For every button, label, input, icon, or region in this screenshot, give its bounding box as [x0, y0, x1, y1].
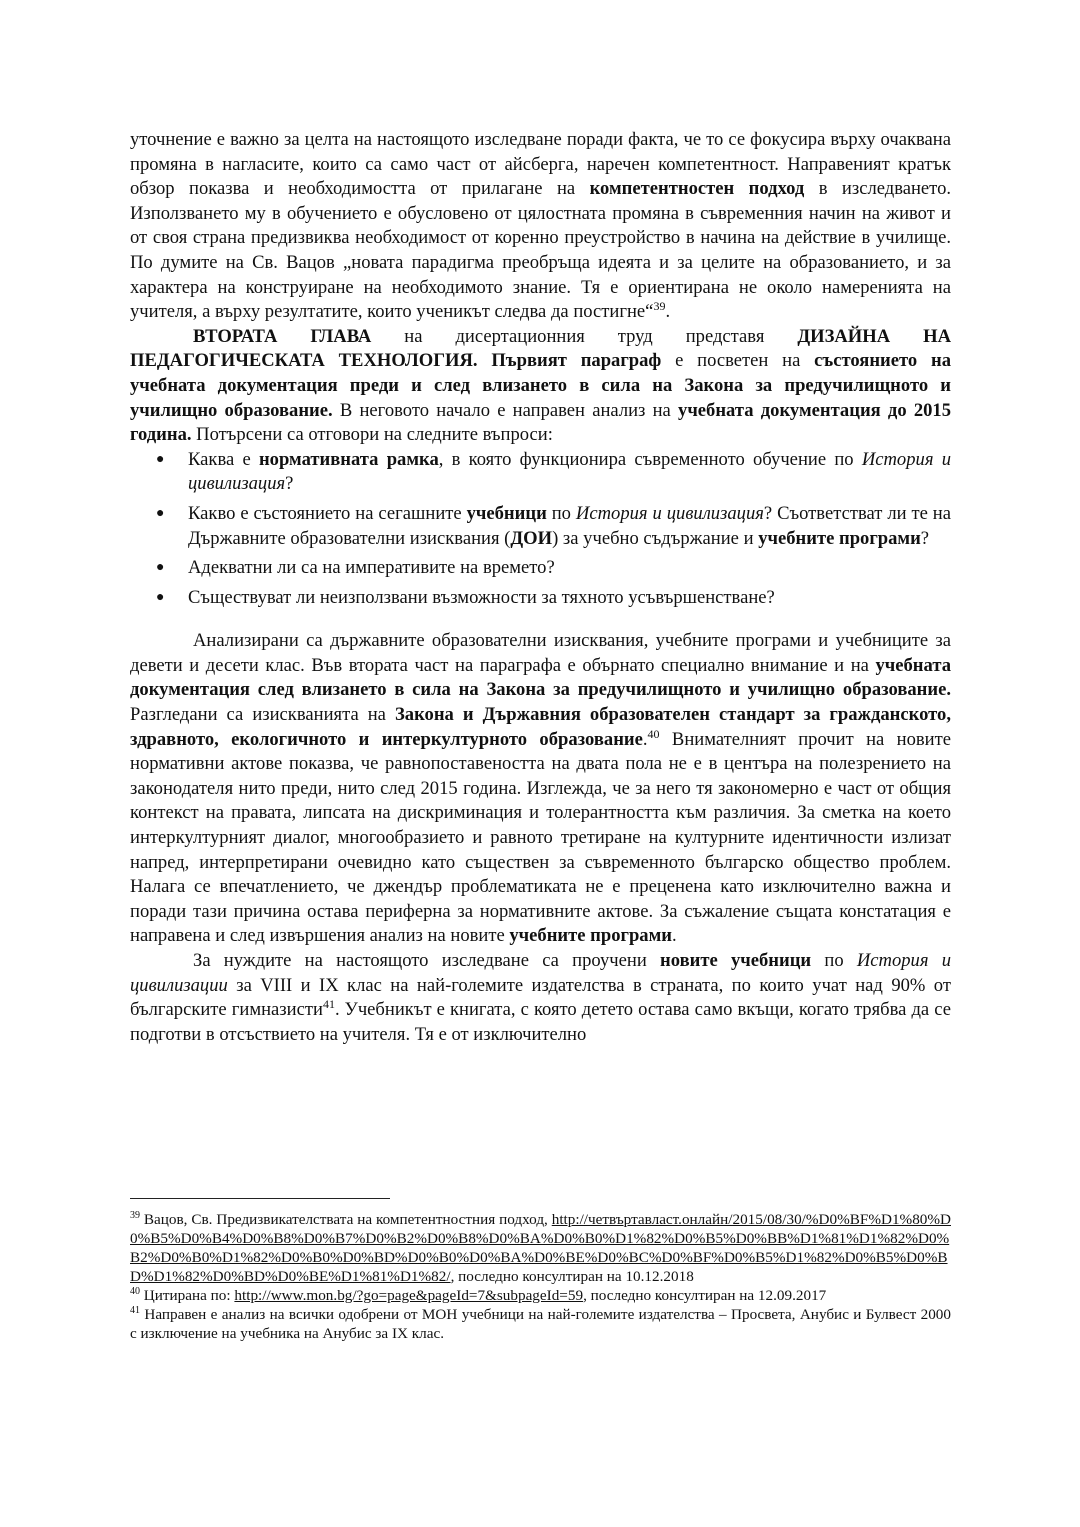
footnote-39 [130, 1210, 951, 1286]
footnote-41 [130, 1305, 951, 1343]
italic-term: История и цивилизация [575, 502, 764, 524]
footnote-ref-39[interactable]: 39 [653, 298, 666, 313]
bold-term: Закона и Държавния образователен стандарт за гражданското, здравното, екологичното и интеркултурното образование [130, 704, 952, 750]
bold-term: компетентностен подход [589, 178, 805, 200]
footnote-text: Цитирана по: [140, 1287, 235, 1304]
text-run: Анализирани са държавните образователни изисквания, учебните програми и учебниците за девети и десети клас. Във втората част на параграфа е обърнато специално внимание и на [130, 630, 951, 676]
list-item [156, 448, 952, 497]
text-run: ? [285, 473, 294, 495]
bold-term: ДИЗАЙНА НА ПЕДАГОГИЧЕСКАТА ТЕХНОЛОГИЯ. Първият параграф [130, 325, 951, 372]
text-run: Съществуват ли неизползвани възможности за тяхното усъвършенстване? [188, 586, 775, 608]
footnote-40 [130, 1286, 951, 1305]
bold-term: състоянието на учебната документация преди и след влизането в сила на Закона за предучилищното и училищно образование. [130, 350, 951, 421]
text-run: уточнение е важно за целта на настоящото изследване поради факта, че то се фокусира върху очаквана промяна в нагласите, които са само част от айсберга, наречен компетентност. Направеният кратък обзор показва и необходимостта от прилагане на [130, 129, 951, 200]
text-run: Разгледани са изискванията на [130, 704, 395, 726]
text-run: по [811, 950, 857, 971]
italic-term: История и цивилизации [130, 950, 952, 996]
bold-term: новите учебници [660, 950, 812, 971]
text-run: Потърсени са отговори на следните въпроси: [191, 424, 553, 446]
text-run: За нуждите на настоящото изследване са проучени [193, 950, 661, 971]
document-body [130, 128, 951, 1047]
paragraph-analysis [130, 629, 951, 949]
paragraph-gap [130, 615, 951, 629]
paragraph-intro [130, 128, 951, 325]
list-item [156, 586, 951, 611]
footnote-text: Вацов, Св. Предизвикателствата на компетентностния подход, [140, 1211, 552, 1228]
bullet-icon: ● [156, 505, 165, 521]
text-run: Какво е състоянието на сегашните [188, 502, 467, 524]
bullet-icon: ● [156, 560, 165, 576]
footnote-text: Направен е анализ на всички одобрени от МОН учебници на най-големите издателства – Просвета, Анубис и Булвест 2000 с изключение на учебника на Анубис за IX клас. [130, 1306, 951, 1342]
list-item [156, 556, 951, 581]
text-run: на дисертационния труд представя [371, 325, 798, 347]
questions-list [130, 448, 951, 611]
text-run: за VIII и IX клас на най-големите издателства в страната, по които учат над 90% от българските гимназисти [130, 974, 951, 1021]
bullet-icon: ● [156, 589, 165, 605]
footnotes [130, 1210, 951, 1343]
text-run: . [642, 728, 648, 750]
text-run: ) за учебно съдържание и [552, 527, 759, 549]
bold-term: учебните програми [509, 925, 672, 947]
paragraph-textbooks [130, 949, 951, 1047]
italic-term: История и цивилизация [188, 448, 952, 495]
footnote-text: , последно консултиран на 10.12.2018 [450, 1268, 694, 1285]
bold-term: учебните програми [758, 527, 921, 549]
text-run: . [665, 301, 671, 323]
footnote-link[interactable]: http://четвъртавласт.онлайн/2015/08/30/%D0%BF%D1%80%D0%B5%D0%B4%D0%B8%D0%B7%D0%B2%D0%B8%D0%BA%D0%B0%D1%82%D0%B5%D0%BB%D1%81%D1%82%D0%B2%D0%B0%D1%82%D0%B0%D0%BD%D0%B0%D0%BA%D0%BE%D0%BC%D0%BF%D0%B5%D1%82%D0%B5%D0%BD%D1%82%D0%BD%D0%BE%D1%81%D1%82/ [130, 1211, 951, 1285]
footnote-text: , последно консултиран на 12.09.2017 [583, 1287, 827, 1304]
text-run: Каква е [188, 448, 259, 470]
bold-term: учебници [466, 502, 547, 524]
text-run: . Учебникът е книгата, с която детето остава само вкъщи, когато трябва да се подготви в отсъствието на учителя. Тя е от изключително [130, 999, 951, 1045]
footnote-link[interactable]: http://www.mon.bg/?go=page&pageId=7&subpageId=59 [234, 1287, 584, 1304]
bold-term: учебната документация след влизането в сила на Закона за предучилищното и училищно образование. [130, 654, 951, 701]
text-run: . [671, 925, 677, 947]
footnote-number: 39 [130, 1209, 140, 1221]
paragraph-chapter-two [130, 325, 951, 448]
text-run: ? [920, 527, 930, 549]
text-run: Внимателният прочит на новите нормативни актове показва, че равнопоставеността на двата пола не е в центъра на полезрението на законодателя нито преди, нито след 2015 година. Изглежда, че за него тя закономерно е част от общия контекст на правата, липсата на дискриминация и толерантността към различия. За сметка на което интеркултурният диалог, многообразието и равното третиране на културните идентичности излизат напред, интерпретирани очевидно като съществен за съвременното българско общество проблем. Налага се впечатлението, че джендър проблематиката не е преценена като изключително важна и поради тази причина остава периферна за нормативните актове. За съжаление същата констатация е направена и след извършения анализ на новите [130, 728, 952, 947]
bold-term: ДОИ [510, 527, 553, 549]
footnote-number: 40 [130, 1285, 140, 1297]
bullet-icon: ● [156, 451, 165, 467]
text-run: ? Съответстват ли те на Държавните образователни изисквания ( [188, 502, 952, 549]
list-item [156, 502, 952, 551]
footnote-ref-41[interactable]: 41 [322, 997, 335, 1011]
bold-term: учебната документация до 2015 година. [130, 399, 952, 446]
bold-term: ВТОРАТА ГЛАВА [193, 325, 372, 347]
bold-term: нормативната рамка [258, 448, 439, 470]
text-run: , в която функционира съвременното обучение по [438, 448, 862, 470]
text-run: е посветен на [661, 350, 815, 372]
footnote-divider [130, 1198, 390, 1199]
footnote-ref-40[interactable]: 40 [647, 726, 660, 741]
footnote-number: 41 [130, 1304, 140, 1316]
text-run: в изследването. Използването му в обучението е обусловено от цялостната промяна в съвременния начин на живот и от своя страна предизвиква необходимост от коренно преустройство в начина на действие в училище. По думите на Св. Вацов „новата парадигма преобръща идеята и за целите на образованието, и за характера на конструиране на необходимото знание. Тя е ориентирана не около намеренията на учителя, а върху резултатите, които ученикът следва да постигне“ [130, 178, 952, 323]
text-run: Адекватни ли са на императивите на времето? [188, 557, 555, 579]
text-run: В неговото начало е направен анализ на [332, 399, 679, 421]
text-run: по [546, 502, 576, 524]
